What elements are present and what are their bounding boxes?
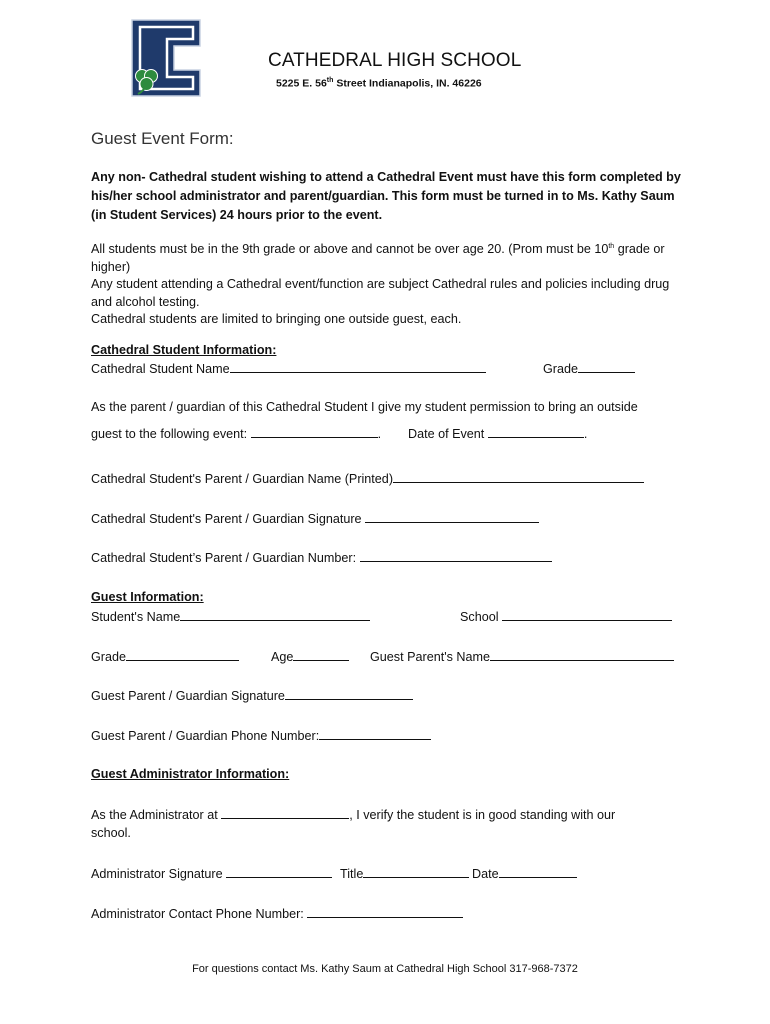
form-title: Guest Event Form:	[91, 129, 234, 148]
event-date-label: Date of Event	[408, 427, 485, 441]
admin-date-label: Date	[472, 867, 499, 881]
admin-date-row	[472, 866, 577, 881]
guest-school-row	[460, 609, 672, 624]
guest-grade-label: Grade	[91, 650, 127, 664]
cathedral-grade-row	[543, 361, 635, 376]
admin-signature-field[interactable]	[226, 866, 332, 878]
event-field[interactable]	[251, 426, 378, 438]
guest-section-heading: Guest Information:	[91, 590, 204, 604]
guest-parent-signature-field[interactable]	[285, 688, 413, 700]
admin-phone-field[interactable]	[307, 906, 463, 918]
cathedral-grade-field[interactable]	[578, 361, 635, 373]
cathedral-grade-label: Grade	[543, 362, 579, 376]
parent-signature-field[interactable]	[365, 511, 539, 523]
guest-grade-row	[91, 649, 239, 664]
cathedral-student-name-row	[91, 361, 486, 376]
admin-school-field[interactable]	[221, 807, 349, 819]
footer-contact: For questions contact Ms. Kathy Saum at Cathedral High School 317-968-7372	[192, 963, 578, 975]
parent-signature-row	[91, 511, 539, 526]
permission-text: As the parent / guardian of this Cathedral Student I give my student permission to bring an outside	[91, 400, 638, 414]
guest-age-field[interactable]	[293, 649, 349, 661]
guest-parent-phone-row	[91, 728, 431, 743]
admin-verify-pre: As the Administrator at	[91, 808, 218, 822]
admin-phone-row	[91, 906, 463, 921]
admin-title-label: Title	[340, 867, 364, 881]
event-date-field[interactable]	[488, 426, 584, 438]
admin-date-field[interactable]	[499, 866, 577, 878]
guest-parent-name-label: Guest Parent's Name	[370, 650, 490, 664]
guest-student-name-label: Student's Name	[91, 610, 181, 624]
admin-phone-label: Administrator Contact Phone Number:	[91, 907, 304, 921]
parent-signature-label: Cathedral Student's Parent / Guardian Signature	[91, 512, 362, 526]
admin-title-row	[340, 866, 469, 881]
guest-age-label: Age	[271, 650, 294, 664]
event-date-row: Date of Event .	[408, 427, 588, 441]
guest-student-name-row	[91, 609, 370, 624]
guest-parent-name-field[interactable]	[490, 649, 674, 661]
parent-name-label: Cathedral Student's Parent / Guardian Name (Printed)	[91, 472, 394, 486]
guest-student-name-field[interactable]	[180, 609, 370, 621]
rule-grade: All students must be in the 9th grade or above and cannot be over age 20. (Prom must be 10th grade or higher)	[91, 242, 665, 274]
admin-signature-row	[91, 866, 332, 881]
parent-number-row	[91, 550, 552, 565]
guest-parent-name-row	[370, 649, 674, 664]
guest-parent-phone-label: Guest Parent / Guardian Phone Number:	[91, 729, 320, 743]
parent-number-label: Cathedral Student’s Parent / Guardian Number:	[91, 551, 357, 565]
guest-parent-signature-row	[91, 688, 413, 703]
parent-name-field[interactable]	[393, 471, 644, 483]
cathedral-student-name-field[interactable]	[230, 361, 486, 373]
admin-verify-post: , I verify the student is in good standing with our	[349, 808, 616, 822]
rule-policies: Any student attending a Cathedral event/function are subject Cathedral rules and policies including drug and alcohol testing.	[91, 277, 670, 309]
form-rules	[91, 238, 691, 329]
guest-parent-signature-label: Guest Parent / Guardian Signature	[91, 689, 285, 703]
cathedral-student-name-label: Cathedral Student Name	[91, 362, 230, 376]
guest-age-row	[271, 649, 349, 664]
form-intro: Any non- Cathedral student wishing to attend a Cathedral Event must have this form completed by his/her school administrator and parent/guardian. This form must be turned in to Ms. Kathy Saum (in Student Services) 24 hours prior to the event.	[91, 170, 681, 222]
admin-signature-label: Administrator Signature	[91, 867, 223, 881]
admin-verify-line2: school.	[91, 826, 131, 840]
admin-title-field[interactable]	[363, 866, 469, 878]
school-name: CATHEDRAL HIGH SCHOOL	[268, 50, 522, 71]
guest-grade-field[interactable]	[126, 649, 239, 661]
event-row: guest to the following event: .	[91, 427, 382, 441]
guest-school-label: School	[460, 610, 499, 624]
parent-name-row	[91, 471, 644, 486]
cathedral-section-heading: Cathedral Student Information:	[91, 343, 277, 357]
event-label: guest to the following event:	[91, 427, 248, 441]
admin-section-heading: Guest Administrator Information:	[91, 767, 290, 781]
school-address: 5225 E. 56th Street Indianapolis, IN. 46226	[276, 77, 482, 90]
admin-verify-row	[91, 807, 615, 822]
guest-school-field[interactable]	[502, 609, 672, 621]
rule-guest-limit: Cathedral students are limited to bringing one outside guest, each.	[91, 312, 462, 327]
school-logo	[128, 18, 202, 98]
parent-number-field[interactable]	[360, 550, 552, 562]
guest-parent-phone-field[interactable]	[319, 728, 431, 740]
